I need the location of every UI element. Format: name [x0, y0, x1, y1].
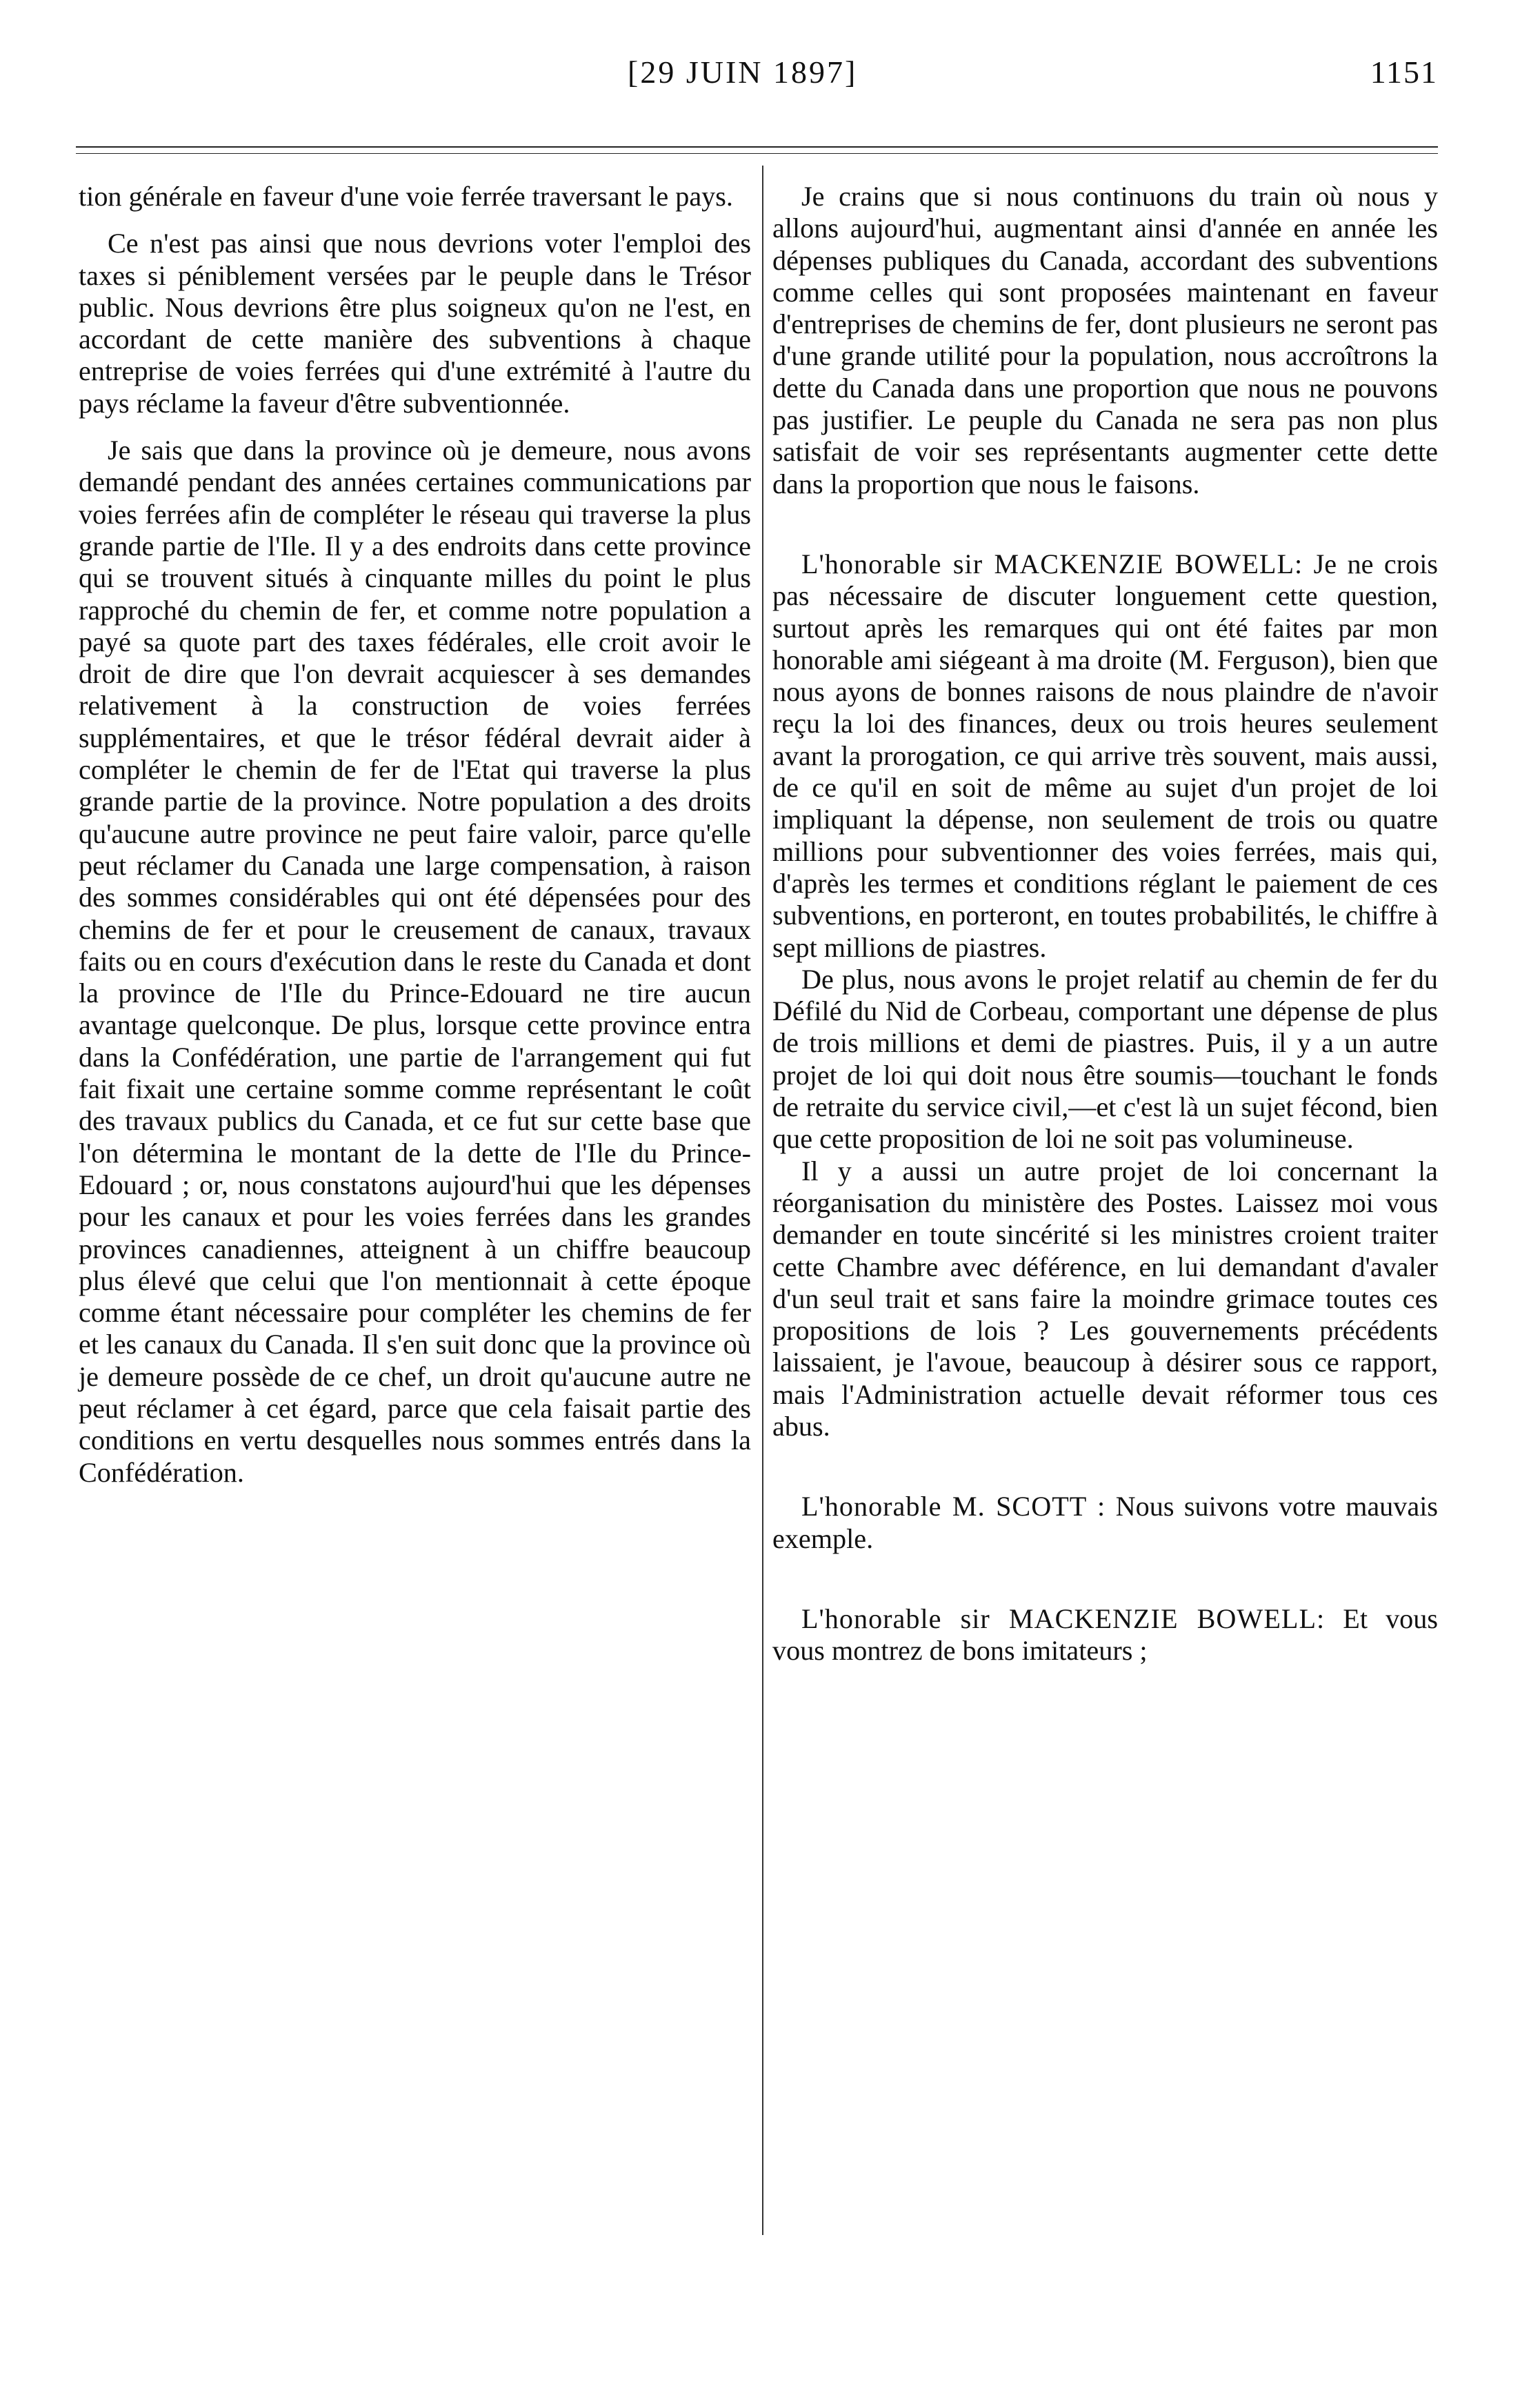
- speech-paragraph: [772, 1603, 1438, 1667]
- speech-text: Et vous vous montrez de bons imitateurs ;: [772, 1602, 1439, 1667]
- speech-paragraph: [772, 1491, 1438, 1555]
- speaker-name: L'honorable M. SCOTT :: [801, 1491, 1106, 1522]
- speech-text: Je ne crois pas nécessaire de discuter longuement cette question, surtout après les remarques qui ont été faites par mon honorable ami siégeant à ma droite (M. Ferguson), bien que nous ayons de bonnes raisons de nous plaindre de n'avoir reçu la loi des finances, deux ou trois heures seulement avant la prorogation, ce qui arrive très souvent, mais aussi, de ce qu'il en soit de même au sujet d'un projet de loi impliquant la dépense, non seulement de trois ou quatre millions pour subventionner des voies ferrées, mais qui, d'après les termes et conditions réglant le paiement de ces subventions, en porteront, en toutes probabilités, le chiffre à sept millions de piastres.: [772, 548, 1438, 963]
- speaker-name: L'honorable sir MACKENZIE BOWELL:: [801, 1602, 1326, 1634]
- column-divider: [762, 166, 763, 2235]
- speech-text: Nous suivons votre mauvais exemple.: [772, 1491, 1438, 1554]
- paragraph: Je sais que dans la province où je demeure, nous avons demandé pendant des années certaines communications par voies ferrées afin de compléter le réseau qui traverse la plus grande partie de l'Ile. Il y a des endroits dans cette province qui se trouvent situés à cinquante milles du point le plus rapproché du chemin de fer, et comme notre population a payé sa quote part des taxes fédérales, elle croit avoir le droit de dire que l'on devrait acquiescer à ses demandes relativement à la construction de voies ferrées supplémentaires, et que le trésor fédéral devrait aider à compléter le chemin de fer de l'Etat qui traverse la plus grande partie de la province. Notre population a des droits qu'aucune autre province ne peut faire valoir, parce qu'elle peut réclamer du Canada une large compensation, à raison des sommes considérables qui ont été dépensées pour des chemins de fer et pour le creusement de canaux, travaux faits ou en cours d'exécution dans le reste du Canada et dont la province de l'Ile du Prince-Edouard ne tire aucun avantage quelconque. De plus, lorsque cette province entra dans la Confédération, une partie de l'arrangement qui fut fait fixait une certaine somme comme représentant le coût des travaux publics du Canada, et ce fut sur cette base que l'on détermina le montant de la dette de l'Ile du Prince-Edouard ; or, nous constatons aujourd'hui que les dépenses pour les canaux et pour les voies ferrées dans les grandes provinces canadiennes, atteignent à un chiffre beaucoup plus élevé que celui que l'on mentionnait à cette époque comme étant nécessaire pour compléter les chemins de fer et les canaux du Canada. Il s'en suit donc que la province où je demeure possède de ce chef, un droit qu'aucune autre ne peut réclamer à cet égard, parce que cela faisait partie des conditions en vertu desquelles nous sommes entrés dans la Confédération.: [79, 435, 751, 1488]
- header-date: [29 JUIN 1897]: [628, 54, 858, 90]
- left-column: [79, 181, 751, 1489]
- speech-paragraph: [772, 548, 1438, 964]
- header-rule-thin: [76, 153, 1438, 154]
- speaker-name: L'honorable sir MACKENZIE BOWELL:: [801, 548, 1303, 579]
- paragraph: De plus, nous avons le projet relatif au chemin de fer du Défilé du Nid de Corbeau, comportant une dépense de plus de trois millions et demi de piastres. Puis, il y a un autre projet de loi qui doit nous être soumis—touchant le fonds de retraite du service civil,—et c'est là un sujet fécond, bien que cette proposition de loi ne soit pas volumineuse.: [772, 963, 1438, 1155]
- paragraph: tion générale en faveur d'une voie ferrée traversant le pays.: [79, 181, 733, 212]
- header-rule: [76, 146, 1438, 148]
- page-number: 1151: [1370, 54, 1438, 90]
- page-header: [76, 54, 1438, 102]
- paragraph: Je crains que si nous continuons du train où nous y allons aujourd'hui, augmentant ainsi d'année en année les dépenses publiques du Canada, accordant des subventions comme celles qui sont proposées maintenant en faveur d'entreprises de chemins de fer, dont plusieurs ne seront pas d'une grande utilité pour la population, nous accroîtrons la dette du Canada dans une proportion que nous ne pouvons pas justifier. Le peuple du Canada ne sera pas non plus satisfait de voir ses représentants augmenter cette dette dans la proportion que nous le faisons.: [772, 181, 1438, 499]
- paragraph: Ce n'est pas ainsi que nous devrions voter l'emploi des taxes si péniblement versées par le peuple dans le Trésor public. Nous devrions être plus soigneux qu'on ne l'est, en accordant de cette manière des subventions à chaque entreprise de voies ferrées qui d'une extrémité à l'autre du pays réclame la faveur d'être subventionnée.: [79, 228, 751, 419]
- paragraph: Il y a aussi un autre projet de loi concernant la réorganisation du ministère des Postes. Laissez moi vous demander en toute sincérité si les ministres croient traiter cette Chambre avec déférence, en lui demandant d'avaler d'un seul trait et sans faire la moindre grimace toutes ces propositions de lois ? Les gouvernements précédents laissaient, je l'avoue, beaucoup à désirer sous ce rapport, mais l'Administration actuelle devait réformer tous ces abus.: [772, 1155, 1438, 1442]
- right-column: [772, 181, 1438, 1667]
